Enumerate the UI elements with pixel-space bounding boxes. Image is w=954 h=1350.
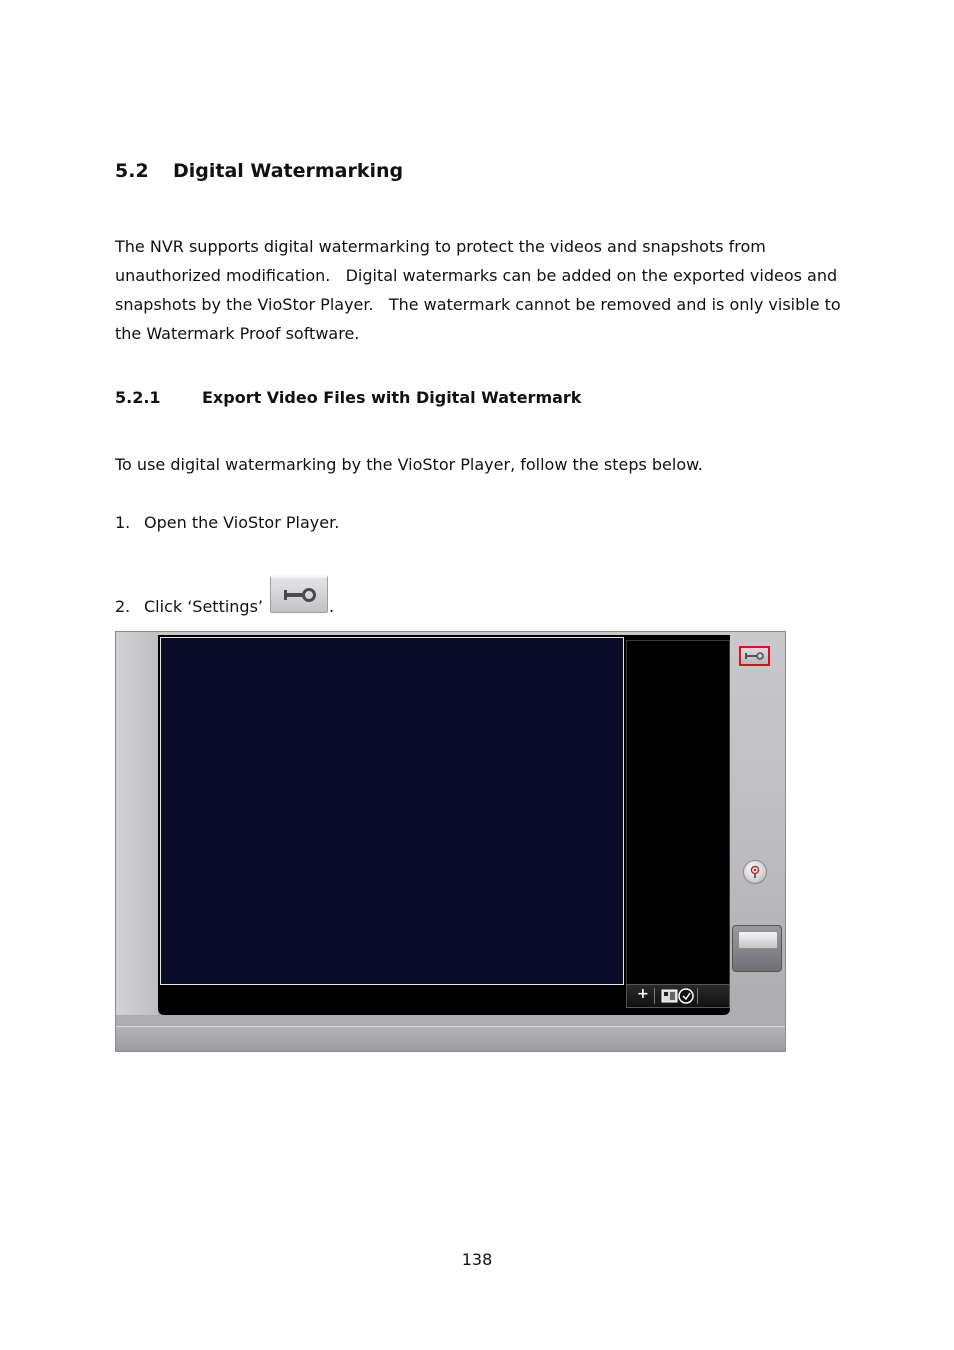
eject-button[interactable] xyxy=(732,925,782,972)
paragraph-line: unauthorized modification. Digital watermarks can be added on the exported videos and xyxy=(115,266,838,285)
page-number: 138 xyxy=(461,1250,493,1269)
subsection-number: 5.2.1 xyxy=(115,388,161,407)
step-text: Open the VioStor Player. xyxy=(144,513,340,532)
subsection-intro: To use digital watermarking by the VioStor Player, follow the steps below. xyxy=(115,455,703,474)
player-left-frame xyxy=(116,632,158,1015)
step-item xyxy=(115,597,263,616)
subsection-heading xyxy=(115,388,581,407)
paragraph-line: snapshots by the VioStor Player. The watermark cannot be removed and is only visible to xyxy=(115,295,841,314)
step-number: 1. xyxy=(115,513,131,532)
wrench-icon xyxy=(283,587,317,603)
clock-icon[interactable] xyxy=(679,989,693,1003)
settings-button-illustration xyxy=(270,575,328,613)
step-suffix: . xyxy=(329,597,335,616)
subsection-title: Export Video Files with Digital Watermark xyxy=(202,388,582,407)
paragraph-line: the Watermark Proof software. xyxy=(115,324,360,343)
panel-toolbar xyxy=(626,984,730,1008)
step-number: 2. xyxy=(115,597,131,616)
record-button[interactable] xyxy=(743,860,767,884)
step-text: Click ‘Settings’ xyxy=(144,597,264,616)
paragraph-line: The NVR supports digital watermarking to protect the videos and snapshots from xyxy=(115,237,766,256)
eject-button-cap xyxy=(738,931,778,949)
toolbar-divider xyxy=(654,988,655,1004)
section-heading xyxy=(115,160,403,182)
panel-toolbar-icons xyxy=(661,987,695,1009)
toolbar-divider xyxy=(697,988,698,1004)
section-paragraph xyxy=(115,232,855,348)
plus-icon[interactable]: + xyxy=(637,986,649,1002)
camera-list-panel[interactable] xyxy=(626,640,730,987)
record-icon xyxy=(749,865,761,879)
wrench-icon xyxy=(745,651,765,661)
player-bottom-frame xyxy=(116,1026,785,1051)
section-number: 5.2 xyxy=(115,160,149,182)
video-display[interactable] xyxy=(160,637,624,985)
step-item xyxy=(115,513,339,532)
section-title: Digital Watermarking xyxy=(173,160,404,182)
film-icon[interactable] xyxy=(662,990,677,1002)
viostor-player-window xyxy=(115,631,786,1052)
settings-button[interactable] xyxy=(739,646,770,666)
